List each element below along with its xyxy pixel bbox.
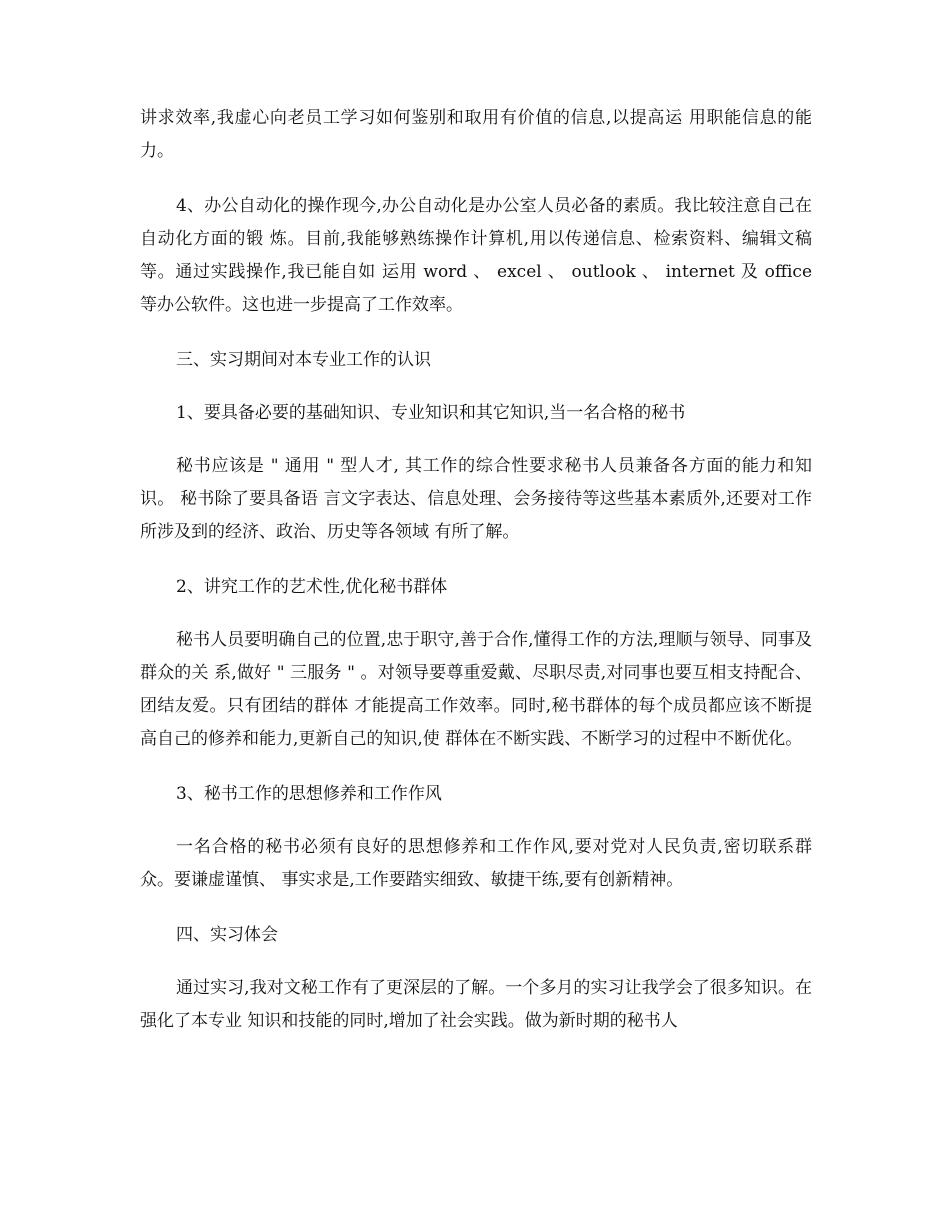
paragraph-office-automation: 4、办公自动化的操作现今,办公自动化是办公室人员必备的素质。我比较注意自己在自动化方面的锻 炼。目前,我能够熟练操作计算机,用以传递信息、检索资料、编辑文稿等。通过实践操作,我已能自如 运用 word 、 excel 、 outlook 、 internet 及 office 等办公软件。这也进一步提高了工作效率。 xyxy=(140,196,812,315)
subheading-ideology-style: 3、秘书工作的思想修养和工作作风 xyxy=(176,784,442,804)
paragraph-secretary-team: 秘书人员要明确自己的位置,忠于职守,善于合作,懂得工作的方法,理顺与领导、同事及群众的关 系,做好 " 三服务 " 。对领导要尊重爱戴、尽职尽责,对同事也要互相支持配合、团结友爱。只有团结的群体 才能提高工作效率。同时,秘书群体的每个成员都应该不断提高自己的修养和能力,更新自己的知识,使 群体在不断实践、不断学习的过程中不断优化。 xyxy=(140,630,812,749)
subheading-knowledge: 1、要具备必要的基础知识、专业知识和其它知识,当一名合格的秘书 xyxy=(176,403,686,423)
document-body xyxy=(140,102,812,1060)
subheading-work-artistry: 2、讲究工作的艺术性,优化秘书群体 xyxy=(176,577,448,597)
paragraph-internship-experience: 通过实习,我对文秘工作有了更深层的了解。一个多月的实习让我学会了很多知识。在强化了本专业 知识和技能的同时,增加了社会实践。做为新时期的秘书人 xyxy=(140,978,812,1031)
section-heading-experience: 四、实习体会 xyxy=(176,925,278,945)
section-heading-understanding: 三、实习期间对本专业工作的认识 xyxy=(176,350,431,370)
paragraph-secretary-talent: 秘书应该是 " 通用 " 型人才, 其工作的综合性要求秘书人员兼备各方面的能力和知识。 秘书除了要具备语 言文字表达、信息处理、会务接待等这些基本素质外,还要对工作所涉及到的经济、政治、历史等各领域 有所了解。 xyxy=(140,456,812,542)
paragraph-qualified-secretary: 一名合格的秘书必须有良好的思想修养和工作作风,要对党对人民负责,密切联系群众。要谦虚谨慎、 事实求是,工作要踏实细致、敏捷干练,要有创新精神。 xyxy=(140,837,812,890)
paragraph-continuation: 讲求效率,我虚心向老员工学习如何鉴别和取用有价值的信息,以提高运 用职能信息的能力。 xyxy=(140,108,812,161)
